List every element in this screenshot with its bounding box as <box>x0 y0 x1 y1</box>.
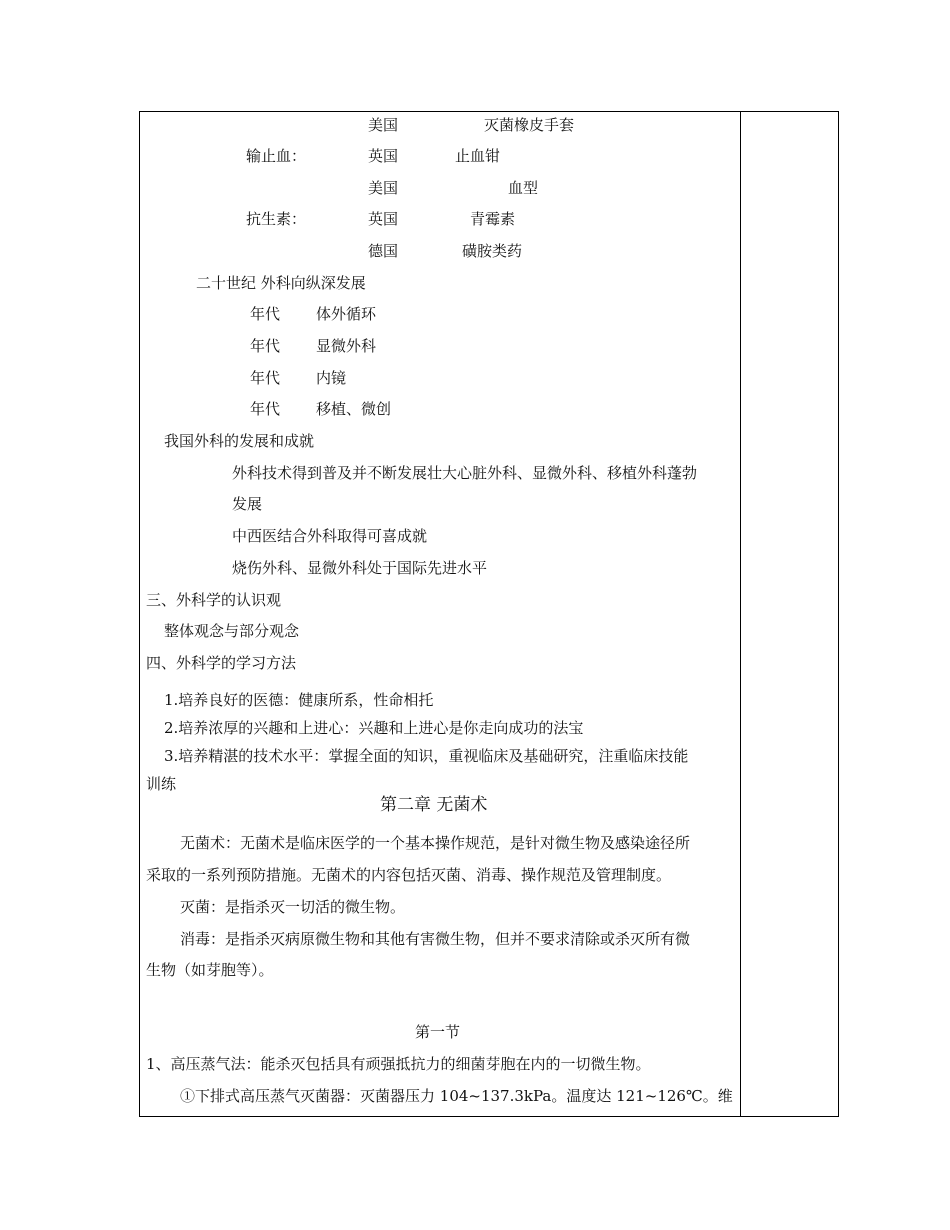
decade-label: 年代 <box>250 305 281 323</box>
list-item: 1.培养良好的医德：健康所系，性命相托 <box>164 691 434 709</box>
china-paragraph: 发展 <box>232 495 263 513</box>
china-heading: 我国外科的发展和成就 <box>164 432 315 450</box>
section-heading: 四、外科学的学习方法 <box>146 654 297 672</box>
decade-label: 年代 <box>250 369 281 387</box>
point-paragraph: ①下排式高压蒸气灭菌器：灭菌器压力 104~137.3kPa。温度达 121~126℃。维 <box>180 1087 733 1105</box>
category-label: 抗生素： <box>246 210 307 228</box>
decade-field: 内镜 <box>316 369 347 387</box>
definition-paragraph: 采取的一系列预防措施。无菌术的内容包括灭菌、消毒、操作规范及管理制度。 <box>146 866 672 884</box>
decade-label: 年代 <box>250 337 281 355</box>
definition-paragraph: 生物（如芽胞等）。 <box>146 961 274 979</box>
definition-paragraph: 灭菌：是指杀灭一切活的微生物。 <box>180 898 406 916</box>
china-paragraph: 外科技术得到普及并不断发展壮大心脏外科、显微外科、移植外科蓬勃 <box>232 464 698 482</box>
decade-field: 体外循环 <box>316 305 377 323</box>
decade-field: 显微外科 <box>316 337 377 355</box>
list-item: 3.培养精湛的技术水平：掌握全面的知识，重视临床及基础研究，注重临床技能 <box>164 747 689 765</box>
item-text: 青霉素 <box>470 210 516 228</box>
list-item: 2.培养浓厚的兴趣和上进心：兴趣和上进心是你走向成功的法宝 <box>164 719 584 737</box>
item-text: 血型 <box>508 179 539 197</box>
china-paragraph: 中西医结合外科取得可喜成就 <box>232 527 428 545</box>
section-item: 整体观念与部分观念 <box>164 622 300 640</box>
category-label: 输止血： <box>246 147 307 165</box>
china-paragraph: 烧伤外科、显微外科处于国际先进水平 <box>232 559 488 577</box>
table-column-divider <box>740 111 741 1117</box>
chapter-title: 第二章 无菌术 <box>380 795 488 815</box>
twentieth-century-text: 二十世纪 外科向纵深发展 <box>196 274 366 292</box>
country-text: 美国 <box>368 179 399 197</box>
point-paragraph: 1、高压蒸气法：能杀灭包括具有顽强抵抗力的细菌芽胞在内的一切微生物。 <box>146 1055 651 1073</box>
definition-paragraph: 无菌术：无菌术是临床医学的一个基本操作规范，是针对微生物及感染途径所 <box>180 834 691 852</box>
item-text: 止血钳 <box>455 147 501 165</box>
country-text: 美国 <box>368 116 399 134</box>
section-heading: 三、外科学的认识观 <box>146 591 282 609</box>
item-text: 磺胺类药 <box>462 242 523 260</box>
list-item: 训练 <box>146 775 177 793</box>
country-text: 德国 <box>368 242 399 260</box>
decade-label: 年代 <box>250 400 281 418</box>
item-text: 灭菌橡皮手套 <box>484 116 575 134</box>
country-text: 英国 <box>368 210 399 228</box>
country-text: 英国 <box>368 147 399 165</box>
section-title: 第一节 <box>415 1023 461 1041</box>
definition-paragraph: 消毒：是指杀灭病原微生物和其他有害微生物，但并不要求清除或杀灭所有微 <box>180 930 691 948</box>
decade-field: 移植、微创 <box>316 400 392 418</box>
